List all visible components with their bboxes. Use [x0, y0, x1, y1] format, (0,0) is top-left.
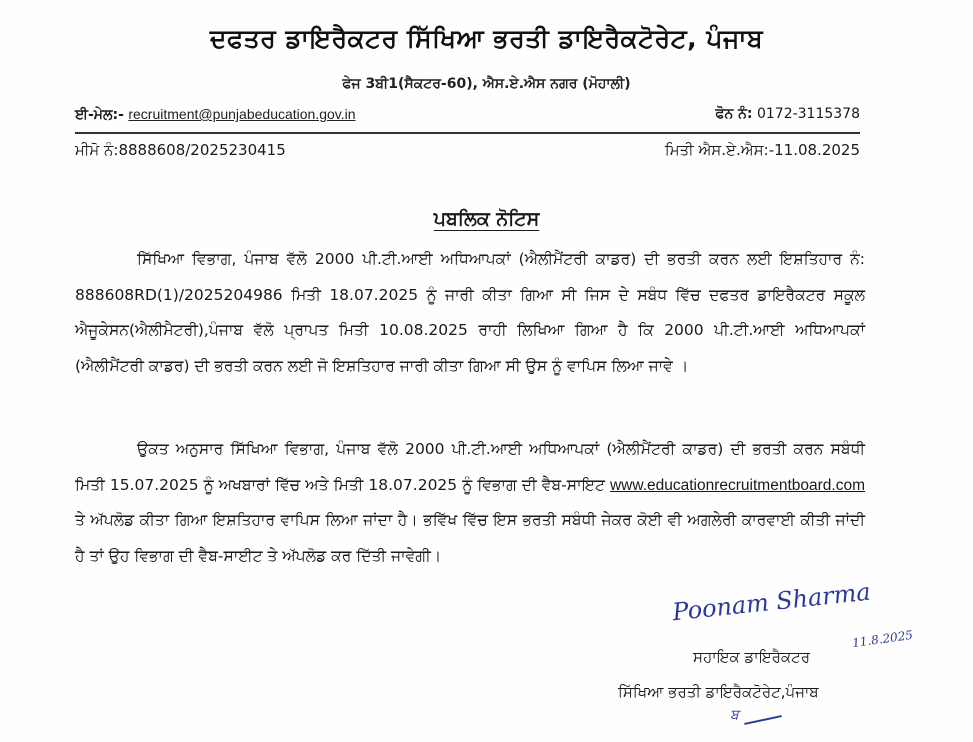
email-label: ਈ-ਮੇਲ:- — [75, 107, 124, 123]
handwritten-signature-date: 11.8.2025 — [851, 627, 914, 651]
phone-info — [715, 106, 860, 122]
phone-label: ਫੋਨ ਨੰ: — [715, 106, 753, 122]
email-link[interactable]: recruitment@punjabeducation.gov.in — [128, 106, 356, 122]
memo-row — [75, 141, 860, 159]
paragraph-1-text: ਸਿੱਖਿਆ ਵਿਭਾਗ, ਪੰਜਾਬ ਵੱਲੋ 2000 ਪੀ.ਟੀ.ਆਈ ਅਧਿਆਪਕਾਂ (ਐਲੀਮੈਂਟਰੀ ਕਾਡਰ) ਦੀ ਭਰਤੀ ਕਰਨ ਲਈ ਇਸ਼ਤਿਹਾਰ ਨੰ: 888608RD(1)/2025204986 ਮਿਤੀ 18.07.2025 ਨੂੰ ਜਾਰੀ ਕੀਤਾ ਗਿਆ ਸੀ ਜਿਸ ਦੇ ਸਬੰਧ ਵਿੱਚ ਦਫਤਰ ਡਾਇਰੈਕਟਰ ਸਕੂਲ ਐਜੂਕੇਸਨ(ਐਲੀਮੈਟਰੀ),ਪੰਜਾਬ ਵੱਲੋ ਪ੍ਰਾਪਤ ਮਿਤੀ 10.08.2025 ਰਾਹੀ ਲਿਖਿਆ ਗਿਆ ਹੈ ਕਿ 2000 ਪੀ.ਟੀ.ਆਈ ਅਧਿਆਪਕਾਂ (ਐਲੀਮੈਂਟਰੀ ਕਾਡਰ) ਦੀ ਭਰਤੀ ਕਰਨ ਲਈ ਜੋ ਇਸ਼ਤਿਹਾਰ ਜਾਰੀ ਕੀਤਾ ਗਿਆ ਸੀ ਉਸ ਨੂੰ ਵਾਪਿਸ ਲਿਆ ਜਾਵੇ । — [75, 250, 865, 375]
office-title: ਦਫਤਰ ਡਾਇਰੈਕਟਰ ਸਿੱਖਿਆ ਭਰਤੀ ਡਾਇਰੈਕਟੋਰੇਟ, ਪੰਜਾਬ — [209, 24, 764, 53]
phone-number: 0172-3115378 — [756, 106, 860, 122]
handwritten-signature: Poonam Sharma — [671, 577, 872, 627]
paragraph-2-text — [75, 432, 865, 574]
website-link[interactable]: www.educationrecruitmentboard.com — [609, 476, 865, 494]
paragraph-2-before-link: ਉਕਤ ਅਨੁਸਾਰ ਸਿੱਖਿਆ ਵਿਭਾਗ, ਪੰਜਾਬ ਵੱਲੋ 2000 ਪੀ.ਟੀ.ਆਈ ਅਧਿਆਪਕਾਂ (ਐਲੀਮੈਂਟਰੀ ਕਾਡਰ) ਦੀ ਭਰਤੀ ਕਰਨ ਸਬੰਧੀ ਮਿਤੀ 15.07.2025 ਨੂੰ ਅਖਬਾਰਾਂ ਵਿੱਚ ਅਤੇ ਮਿਤੀ 18.07.2025 ਨੂੰ ਵਿਭਾਗ ਦੀ ਵੈਬ-ਸਾਇਟ — [75, 440, 865, 494]
notice-paragraph-1 — [75, 242, 865, 384]
signatory-designation: ਸਹਾਇਕ ਡਾਇਰੈਕਟਰ — [693, 648, 811, 666]
notice-paragraph-2 — [75, 432, 865, 574]
signatory-office: ਸਿੱਖਿਆ ਭਰਤੀ ਡਾਇਰੈਕਟੋਰੇਟ,ਪੰਜਾਬ — [618, 683, 819, 701]
notice-heading — [0, 208, 973, 230]
header-divider — [75, 132, 860, 134]
office-address: ਫੇਜ 3ਬੀ1(ਸੈਕਟਰ-60), ਐਸ.ਏ.ਐਸ ਨਗਰ (ਮੋਹਾਲੀ) — [342, 76, 631, 92]
contact-row — [75, 106, 860, 123]
memo-number: ਮੀਮੋ ਨੰ:8888608/2025230415 — [75, 141, 286, 159]
paragraph-2-after-link: ਤੇ ਅੱਪਲੋਡ ਕੀਤਾ ਗਿਆ ਇਸ਼ਤਿਹਾਰ ਵਾਪਿਸ ਲਿਆ ਜਾਂਦਾ ਹੈ। ਭਵਿੱਖ ਵਿੱਚ ਇਸ ਭਰਤੀ ਸਬੰਧੀ ਜੇਕਰ ਕੋਈ ਵੀ ਅਗਲੇਰੀ ਕਾਰਵਾਈ ਕੀਤੀ ਜਾਂਦੀ ਹੈ ਤਾਂ ਉਹ ਵਿਭਾਗ ਦੀ ਵੈਬ-ਸਾਈਟ ਤੇ ਅੱਪਲੋਡ ਕਰ ਦਿੱਤੀ ਜਾਵੇਗੀ। — [75, 511, 865, 565]
notice-heading-text: ਪਬਲਿਕ ਨੋਟਿਸ — [433, 208, 540, 230]
issue-date: ਮਿਤੀ ਐਸ.ਏ.ਐਸ:-11.08.2025 — [664, 141, 860, 159]
initials-mark: ਬ — [730, 707, 780, 725]
